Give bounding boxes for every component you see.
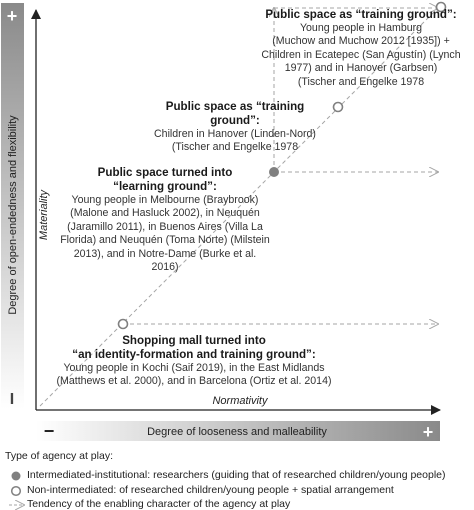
block-body-line: (Jaramillo 2011), in Buenos Aires (Villa La bbox=[67, 220, 263, 233]
x-minus-symbol: − bbox=[43, 421, 55, 441]
block-training-ground-hanover bbox=[145, 100, 325, 155]
legend-open-circle-icon bbox=[12, 487, 21, 496]
block-body-line: 2013), and in Notre-Dame (Burke et al. 2016) bbox=[73, 247, 257, 274]
x-plus-symbol: + bbox=[422, 422, 434, 442]
y-inner-axis-label: Materiality bbox=[38, 189, 50, 241]
x-inner-axis-label: Normativity bbox=[212, 395, 268, 407]
block-body-line: (Tischer and Engelke 1978 bbox=[171, 141, 299, 154]
block-body-line: Young people in Melbourne (Braybrook) bbox=[71, 194, 259, 206]
block-body-line: (Malone and Hasluck 2002), in Neuquén bbox=[70, 207, 260, 220]
block-body-line: (Tischer and Engelke 1978 bbox=[297, 75, 425, 88]
legend-item-open: Non-intermediated: of researched children/young people + spatial arrangement bbox=[27, 484, 394, 496]
block-title: “an identity-formation and training ground”: bbox=[72, 348, 316, 361]
block-body-line: Children in Hanover (Linden-Nord) bbox=[154, 128, 316, 140]
block-body-line: (Muchow and Muchow 2012 [1935]) + bbox=[272, 35, 450, 48]
y-outer-axis-label: Degree of open-endedness and flexibility bbox=[7, 115, 19, 315]
legend-heading: Type of agency at play: bbox=[5, 450, 113, 462]
block-title: Shopping mall turned into bbox=[122, 334, 266, 347]
legend-item-filled: Intermediated-institutional: researchers (guiding that of researched children/young people) bbox=[27, 469, 446, 481]
marker-filled-middle bbox=[269, 167, 279, 177]
x-outer-axis-label: Degree of looseness and malleability bbox=[147, 426, 327, 438]
block-body-line: Young people in Hamburg bbox=[299, 22, 423, 34]
block-training-ground-hamburg bbox=[250, 8, 472, 89]
block-body-line: Florida) and Neuquén (Toma Norte) (Milstein bbox=[60, 234, 270, 247]
y-minus-symbol: I bbox=[9, 391, 15, 408]
block-body-line: Young people in Kochi (Saif 2019), in the East Midlands bbox=[63, 362, 325, 374]
y-plus-symbol: + bbox=[6, 6, 18, 26]
block-learning-ground bbox=[60, 166, 270, 274]
block-title: Public space as “training ground”: bbox=[165, 100, 305, 127]
block-shopping-mall bbox=[42, 334, 346, 389]
marker-open-upper bbox=[334, 103, 343, 112]
legend-item-arrow: Tendency of the enabling character of the agency at play bbox=[27, 498, 291, 510]
block-body-line: (Matthews et al. 2000), and in Barcelona (Ortiz et al. 2014) bbox=[56, 375, 332, 388]
legend-filled-circle-icon bbox=[12, 472, 21, 481]
block-title: “learning ground”: bbox=[113, 180, 217, 193]
block-body-line: 1977) and in Hanover (Garbsen) bbox=[284, 62, 438, 75]
marker-open-lower bbox=[119, 320, 128, 329]
block-title: Public space as “training ground”: bbox=[265, 8, 457, 21]
block-body-line: Children in Ecatepec (San Agustín) (Lynch bbox=[261, 48, 461, 61]
block-title: Public space turned into bbox=[97, 166, 233, 179]
